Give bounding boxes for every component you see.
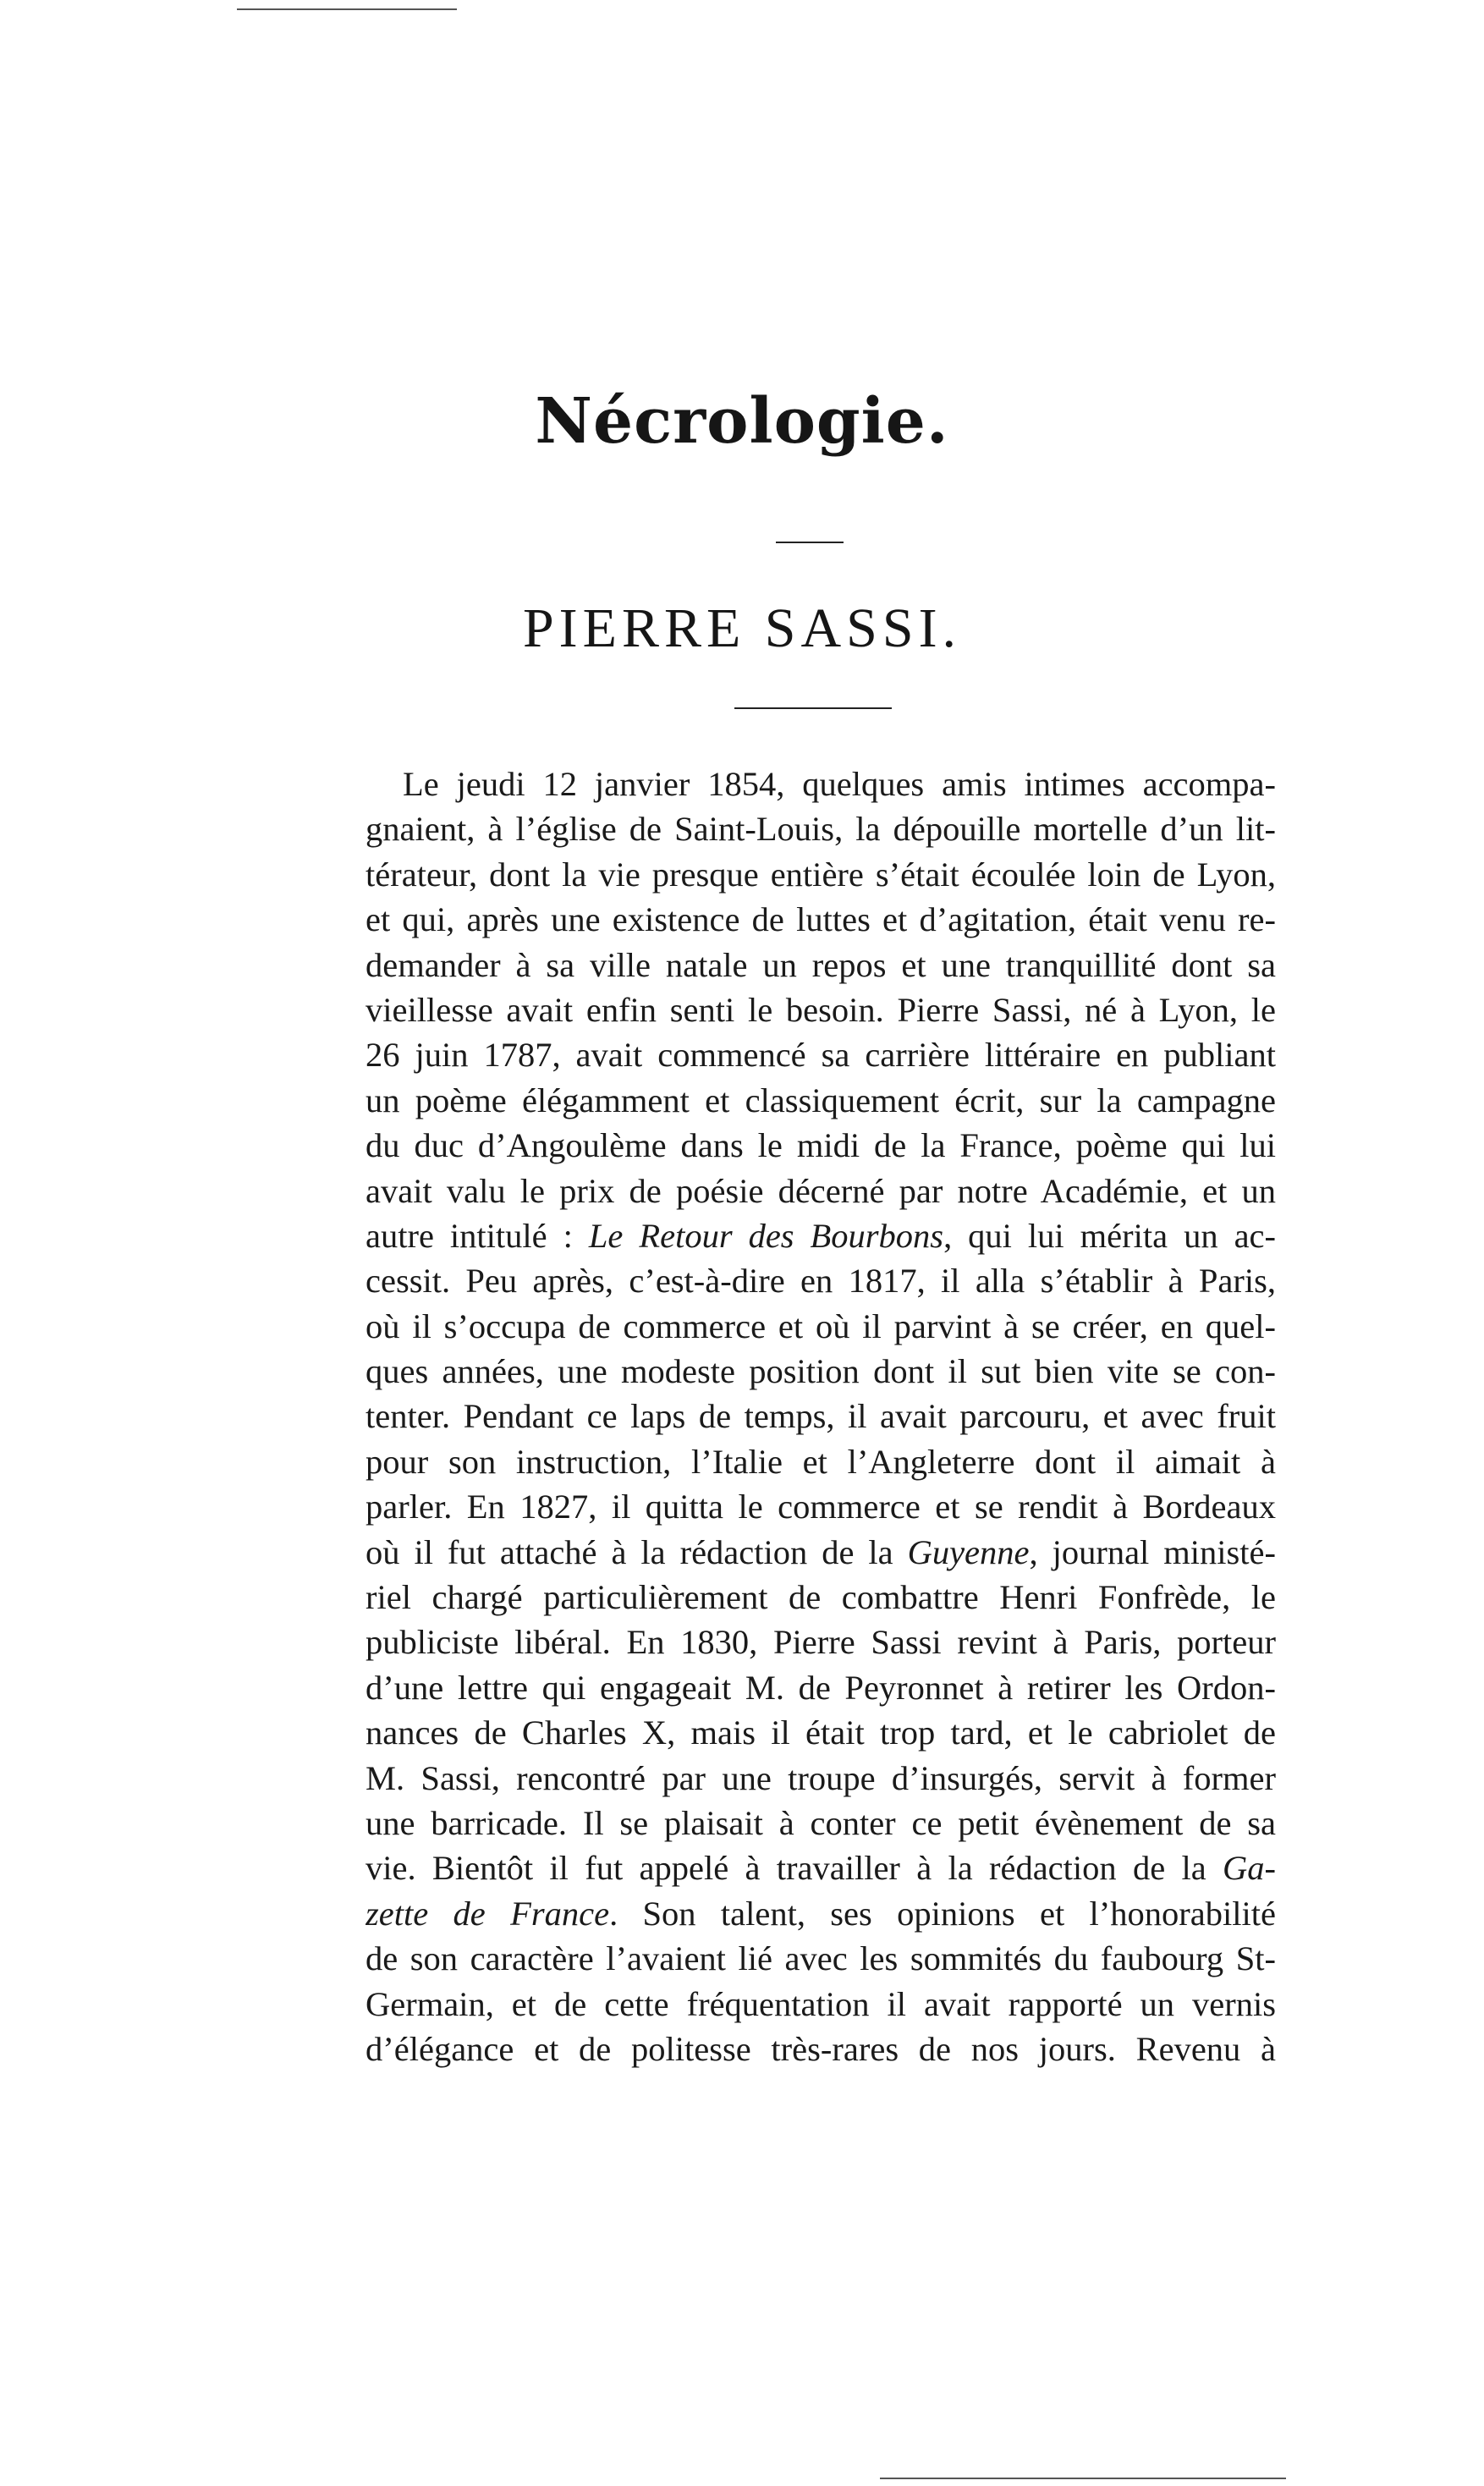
text-fragment: . Son talent, ses opinions et l’honorabilité [609,1894,1276,1933]
text-line: M. Sassi, rencontré par une troupe d’insurgés, servit à former [366,1758,1276,1797]
text-line [366,1845,1276,1890]
scan-edge-mark [880,2478,1286,2479]
text-line: d’élégance et de politesse très-rares de nos jours. Revenu à [366,2029,1276,2068]
text-line: nances de Charles X, mais il était trop tard, et le cabriolet de [366,1713,1276,1752]
scan-edge-mark [237,8,457,10]
text-line: ques années, une modeste position dont il sut bien vite se con- [366,1352,1276,1391]
text-line: gnaient, à l’église de Saint-Louis, la dépouille mortelle d’un lit- [366,810,1276,849]
text-line: Le jeudi 12 janvier 1854, quelques amis intimes accompa- [403,765,1276,803]
text-line: parler. En 1827, il quitta le commerce et se rendit à Bordeaux [366,1488,1276,1526]
text-line: tenter. Pendant ce laps de temps, il avait parcouru, et avec fruit [366,1397,1276,1436]
obituary-body [366,762,1276,2071]
text-line: publiciste libéral. En 1830, Pierre Sassi revint à Paris, porteur [366,1623,1276,1662]
text-line [366,1213,1276,1258]
title-divider-long [734,707,892,709]
text-line: 26 juin 1787, avait commencé sa carrière littéraire en publiant [366,1036,1276,1075]
text-line: pour son instruction, l’Italie et l’Angleterre dont il aimait à [366,1442,1276,1481]
text-line: demander à sa ville natale un repos et une tranquillité dont sa [366,945,1276,984]
section-title: Nécrologie. [535,385,949,458]
title-divider-short [776,542,844,543]
text-line: d’une lettre qui engageait M. de Peyronnet à retirer les Ordon- [366,1668,1276,1707]
text-fragment: , qui lui mérita un ac- [943,1216,1276,1255]
text-line [366,1891,1276,1936]
text-line: du duc d’Angoulème dans le midi de la France, poème qui lui [366,1126,1276,1165]
text-fragment: autre intitulé : [366,1216,589,1255]
text-line: de son caractère l’avaient lié avec les sommités du faubourg St- [366,1939,1276,1978]
italic-title: Ga- [1223,1849,1276,1888]
text-line: et qui, après une existence de luttes et d’agitation, était venu re- [366,900,1276,939]
text-line: térateur, dont la vie presque entière s’était écoulée loin de Lyon, [366,855,1276,894]
text-line: Germain, et de cette fréquentation il avait rapporté un vernis [366,1984,1276,2023]
article-title: PIERRE SASSI. [522,597,962,659]
text-line: riel chargé particulièrement de combattre Henri Fonfrède, le [366,1578,1276,1617]
text-line [366,1530,1276,1575]
text-line: vieillesse avait enfin senti le besoin. Pierre Sassi, né à Lyon, le [366,990,1276,1029]
text-line: un poème élégamment et classiquement écrit, sur la campagne [366,1081,1276,1119]
text-line: cessit. Peu après, c’est-à-dire en 1817, il alla s’établir à Paris, [366,1262,1276,1301]
italic-title: Guyenne [907,1532,1030,1571]
text-line: avait valu le prix de poésie décerné par notre Académie, et un [366,1171,1276,1210]
text-fragment: , journal ministé- [1029,1532,1276,1571]
text-line: où il s’occupa de commerce et où il parvint à se créer, en quel- [366,1306,1276,1345]
text-fragment: vie. Bientôt il fut appelé à travailler à la rédaction de la [366,1849,1223,1888]
text-fragment: où il fut attaché à la rédaction de la [366,1532,908,1571]
italic-title: zette de France [366,1894,610,1933]
italic-title: Le Retour des Bourbons [588,1216,944,1255]
text-line: une barricade. Il se plaisait à conter ce petit évènement de sa [366,1803,1276,1842]
